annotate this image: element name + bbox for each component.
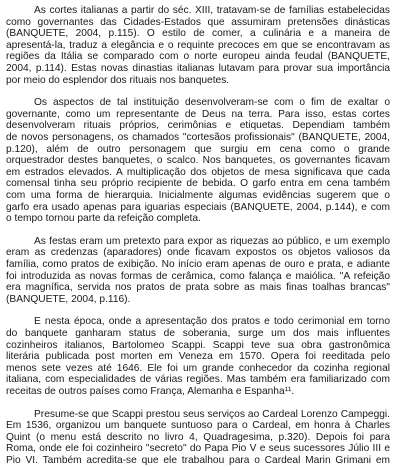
paragraph-scappi bbox=[6, 316, 390, 397]
text-line: Presume-se que Scappi prestou seus serviços ao Cardeal Lorenzo Campeggi. bbox=[34, 408, 390, 420]
text-line: comensal tinha seu próprio recipiente de bebida. O garfo entra em cena também bbox=[6, 178, 390, 190]
text-line: regiões da Itália se comparado com o norte europeu ainda feudal (BANQUETE, bbox=[6, 51, 390, 63]
text-line: orquestrador destes banquetes, o scalco. Nos banquetes, os governantes ficavam bbox=[6, 155, 390, 167]
text-line: italiana, com especialidades de várias regiões. Mas também era familiarizado com bbox=[6, 374, 390, 386]
text-line: Roma, onde ele foi cozinheiro "secreto" do Papa Pio V e seus sucessores Júlio III e bbox=[6, 443, 390, 455]
text-line: em estrados elevados. A multiplicação dos objetos de mesa significava que cada bbox=[6, 166, 390, 178]
text-line: era magnífica, servida nos pratos de prata sobre as mais finas toalhas brancas" bbox=[6, 282, 390, 294]
text-line: 2004, p.114). Estas novas dinastias italianas lutavam para provar sua importância bbox=[6, 62, 390, 74]
text-line: p.120), além de outro personagem que surgiu em cena como o grande bbox=[6, 143, 390, 155]
text-line: Quint (o menu está descrito no livro 4, Quadragesima, p.320). Depois foi para bbox=[6, 431, 390, 443]
paragraph-campeggi bbox=[6, 409, 390, 467]
text-line: com uma forma de hierarquia. Inicialmente algumas evidências sugerem que o bbox=[6, 189, 390, 201]
text-line: As festas eram um pretexto para expor as riquezas ao público, e um exemplo bbox=[34, 235, 390, 247]
paragraph-courts bbox=[6, 5, 390, 86]
text-line: família, como pratos de exibição. No início eram apenas de ouro e prata, e adiante bbox=[6, 258, 390, 270]
text-line: Os aspectos de tal instituição desenvolveram-se com o fim de exaltar o bbox=[34, 97, 390, 109]
text-line: eram as credenzas (aparadores) onde ficavam expostos os objetos valiosos da bbox=[6, 247, 390, 259]
text-line: desenvolveram rituais próprios, cerimônias e etiquetas. Dependiam também bbox=[6, 120, 390, 132]
text-line: As cortes italianas a partir do séc. XIII, tratavam-se de famílias estabelecidas bbox=[34, 5, 390, 16]
text-line: de novos personagens, os chamados "cortesãos profissionais" (BANQUETE, 2004, bbox=[6, 131, 390, 143]
text-line: foi introduzida as novas formas de cerâmica, como falança e maiólica. "A refeição bbox=[6, 270, 390, 282]
text-line: literária publicada post morten em Veneza em 1570. Opera foi reeditada pelo bbox=[6, 351, 390, 363]
text-line: governante, como um representante de Deus na terra. Para isso, estas cortes bbox=[6, 108, 390, 120]
text-line: menos sete vezes até 1646. Ele foi um grande conhecedor da cozinha regional bbox=[6, 362, 390, 374]
text-line: por meio do esplendor dos rituais nos banquetes. bbox=[6, 74, 230, 86]
text-line: (BANQUETE, 2004, p.116). bbox=[6, 293, 131, 305]
text-line: E nesta época, onde a apresentação dos pratos e todo cerimonial em torno bbox=[34, 316, 390, 328]
text-line: o tempo tornou parte da refeição completa. bbox=[6, 213, 201, 225]
text-line: Em 1536, organizou um banquete suntuoso para o Cardeal, em honra à Charles bbox=[6, 420, 390, 432]
text-line: Pio VI. Também acredita-se que ele trabalhou para o Cardeal Marin Grimani em bbox=[6, 454, 390, 466]
text-line: garfo era usado apenas para iguarias especiais (BANQUETE, 2004, p.144), e com bbox=[6, 201, 390, 213]
text-line: do banquete ganharam status de soberania, surge um dos mais influentes bbox=[6, 327, 390, 339]
text-line: (BANQUETE, 2004, p.115). O estilo de comer, a culinária e a maneira de bbox=[6, 28, 390, 40]
text-line: apresentá-la, traduz a elegância e o requinte precoces em que se encontravam as bbox=[6, 39, 390, 51]
text-line: cozinheiros italianos, Bartolomeo Scappi. Scappi teve sua obra gastronômica bbox=[6, 339, 390, 351]
paragraph-feasts bbox=[6, 236, 390, 306]
paragraph-institution bbox=[6, 97, 390, 225]
text-line: receitas de outros países como França, Alemanha e Espanha¹¹. bbox=[6, 385, 295, 397]
text-line: como governantes das Cidades-Estados que assumiram pretensões dinásticas bbox=[6, 16, 390, 28]
